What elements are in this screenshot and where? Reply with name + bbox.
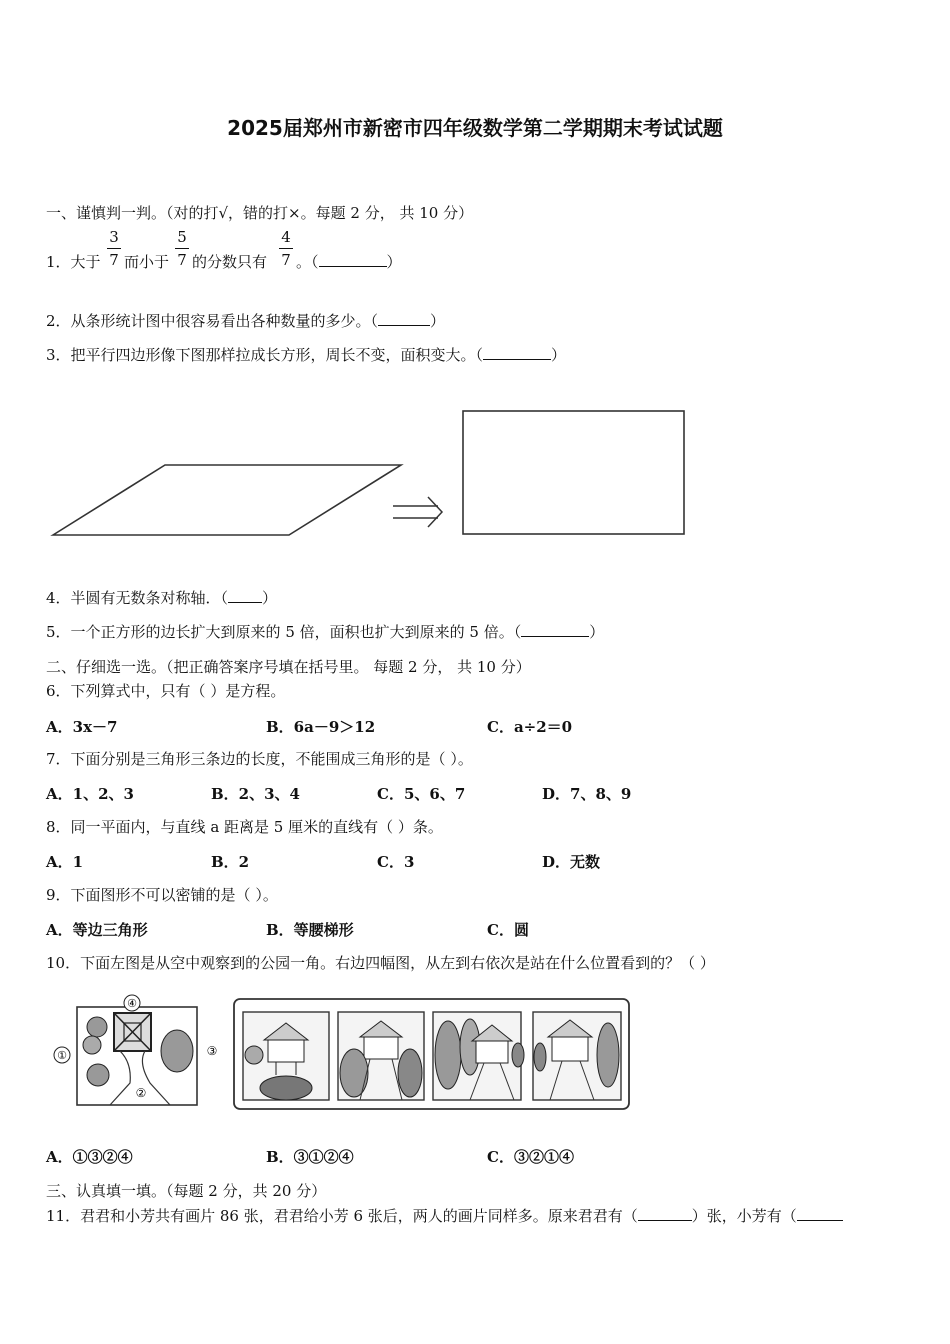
option-a[interactable]: A．①③②④ — [46, 1148, 133, 1166]
question-text: 而小于 — [124, 253, 170, 271]
double-arrow-icon — [393, 497, 442, 527]
question-7: 7．下面分别是三角形三条边的长度，不能围成三角形的是（ ）。 — [46, 750, 473, 768]
answer-blank[interactable] — [483, 345, 551, 360]
answer-blank[interactable] — [319, 252, 387, 267]
fraction-3-7 — [107, 228, 121, 269]
question-8: 8．同一平面内，与直线 a 距离是 5 厘米的直线有（ ）条。 — [46, 818, 443, 836]
option-a[interactable]: A．3x－7 — [46, 718, 118, 736]
denominator: 7 — [281, 251, 291, 269]
option-c[interactable]: C．圆 — [487, 921, 529, 939]
label-3: ③ — [206, 1044, 218, 1058]
question-5: 5．一个正方形的边长扩大到原来的 5 倍，面积也扩大到原来的 5 倍。（ ） — [46, 623, 605, 641]
fraction-4-7 — [279, 228, 293, 269]
option-d[interactable]: D．7、8、9 — [542, 785, 632, 803]
label-2: ② — [135, 1086, 147, 1100]
question-11: 11．君君和小芳共有画片 86 张，君君给小芳 6 张后，两人的画片同样多。原来君君有（ ）张，小芳有（ — [46, 1206, 843, 1226]
park-top-view-figure — [50, 993, 230, 1108]
numerator: 5 — [177, 228, 187, 246]
option-b[interactable]: B．2 — [211, 853, 250, 871]
option-b[interactable]: B．③①②④ — [266, 1148, 354, 1166]
question-1-answer: 。（ ） — [296, 253, 402, 271]
denominator: 7 — [177, 251, 187, 269]
question-number: 1． — [46, 253, 71, 271]
option-a[interactable]: A．1、2、3 — [46, 785, 134, 803]
answer-blank[interactable] — [638, 1206, 692, 1221]
question-text: 的分数只有 — [192, 253, 268, 271]
answer-blank[interactable] — [797, 1206, 843, 1221]
four-views-figure — [230, 995, 632, 1113]
question-1-prefix — [46, 252, 101, 272]
view-3 — [433, 1012, 524, 1100]
rectangle-shape — [463, 411, 684, 534]
answer-blank[interactable] — [228, 588, 262, 603]
option-b[interactable]: B．等腰梯形 — [266, 921, 354, 939]
view-1 — [243, 1012, 329, 1100]
label-1: ① — [57, 1049, 67, 1062]
label-4: ④ — [127, 997, 137, 1010]
option-b[interactable]: B．6a－9＞12 — [266, 718, 376, 736]
question-6: 6．下列算式中，只有（ ）是方程。 — [46, 682, 286, 700]
numerator: 4 — [281, 228, 291, 246]
numerator: 3 — [109, 228, 119, 246]
answer-blank[interactable] — [521, 622, 589, 637]
denominator: 7 — [109, 251, 119, 269]
question-text: 大于 — [70, 253, 101, 271]
option-a[interactable]: A．1 — [46, 853, 84, 871]
question-10: 10．下面左图是从空中观察到的公园一角。右边四幅图，从左到右依次是站在什么位置看到的？（ ） — [46, 954, 715, 972]
question-4: 4．半圆有无数条对称轴．（ ） — [46, 589, 278, 607]
view-2 — [338, 1012, 424, 1100]
section-2-header: 二、仔细选一选。（把正确答案序号填在括号里。 每题 2 分， 共 10 分） — [46, 658, 531, 676]
option-c[interactable]: C．a÷2＝0 — [487, 718, 573, 736]
question-2: 2．从条形统计图中很容易看出各种数量的多少。（ ） — [46, 312, 446, 330]
question-3: 3．把平行四边形像下图那样拉成长方形，周长不变，面积变大。（ ） — [46, 346, 567, 364]
section-1-header: 一、谨慎判一判。（对的打√，错的打×。每题 2 分， 共 10 分） — [46, 204, 474, 222]
option-c[interactable]: C．5、6、7 — [377, 785, 466, 803]
option-a[interactable]: A．等边三角形 — [46, 921, 148, 939]
page-title: 2025届郑州市新密市四年级数学第二学期期末考试试题 — [227, 116, 723, 140]
section-3-header: 三、认真填一填。（每题 2 分，共 20 分） — [46, 1182, 327, 1200]
option-c[interactable]: C．③②①④ — [487, 1148, 574, 1166]
parallelogram-shape — [53, 465, 401, 535]
option-c[interactable]: C．3 — [377, 853, 415, 871]
option-d[interactable]: D．无数 — [542, 853, 601, 871]
option-b[interactable]: B．2、3、4 — [211, 785, 300, 803]
parallelogram-to-rectangle-figure — [46, 400, 696, 545]
answer-blank[interactable] — [378, 311, 430, 326]
fraction-5-7 — [175, 228, 189, 269]
view-4 — [533, 1012, 621, 1100]
question-9: 9．下面图形不可以密铺的是（ ）。 — [46, 886, 278, 904]
